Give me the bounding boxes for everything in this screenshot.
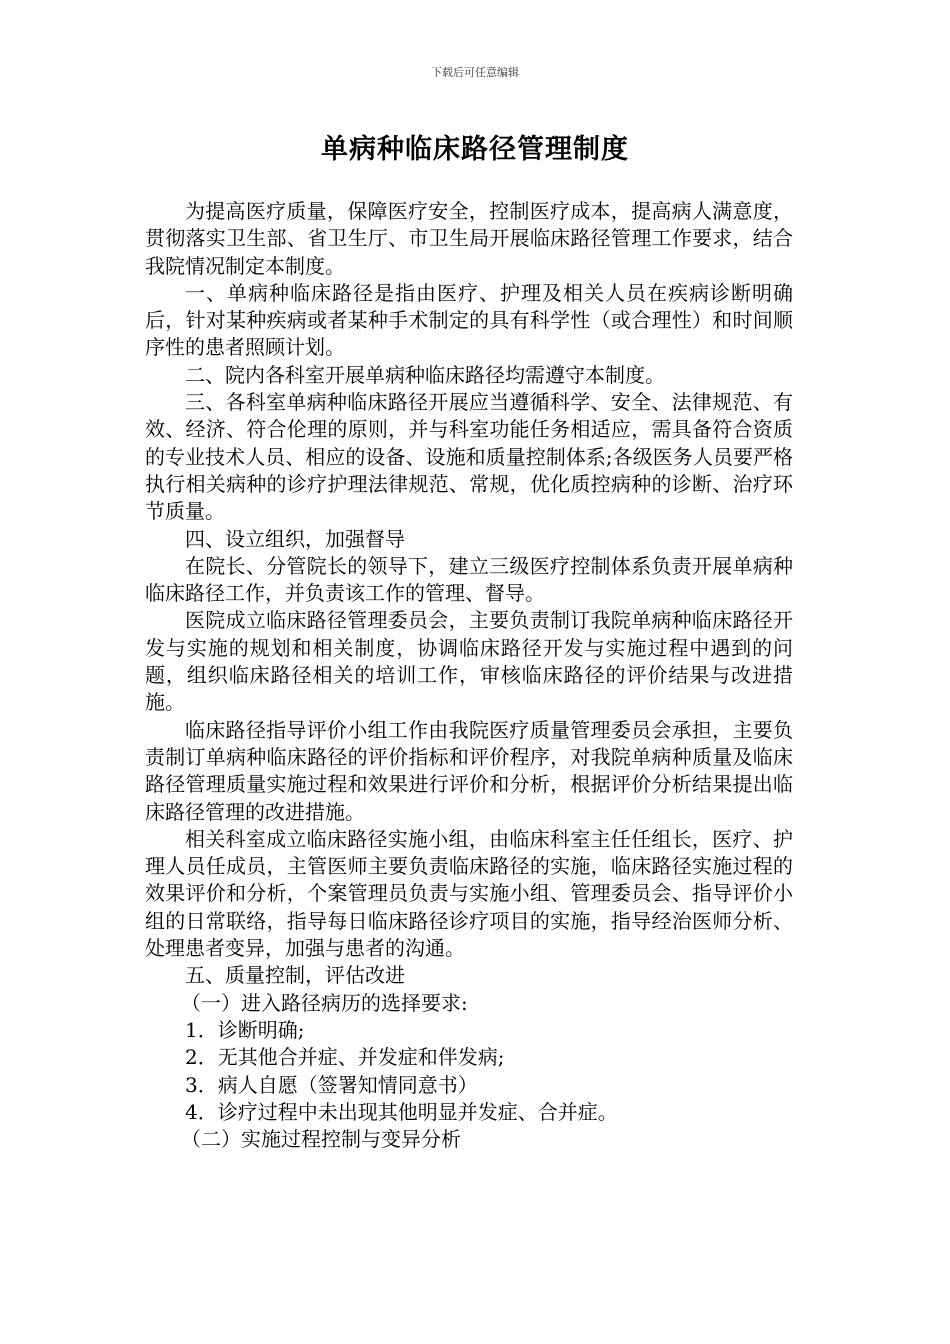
subsection-heading-2: （二）实施过程控制与变异分析 bbox=[181, 1127, 461, 1152]
subsection-heading-1: （一）进入路径病历的选择要求: bbox=[181, 990, 468, 1015]
paragraph-section-1: 一、单病种临床路径是指由医疗、护理及相关人员在疾病诊断明确后，针对某种疾病或者某种手术制定的具有科学性（或合理性）和时间顺序性的患者照顾计划。 bbox=[145, 280, 793, 360]
paragraph-leadership: 在院长、分管院长的领导下，建立三级医疗控制体系负责开展单病种临床路径工作，并负责该工作的管理、督导。 bbox=[145, 553, 793, 606]
paragraph-committee: 医院成立临床路径管理委员会，主要负责制订我院单病种临床路径开发与实施的规划和相关制度，协调临床路径开发与实施过程中遇到的问题，组织临床路径相关的培训工作，审核临床路径的评价结果与改进措施。 bbox=[145, 608, 793, 715]
paragraph-section-3: 三、各科室单病种临床路径开展应当遵循科学、安全、法律规范、有效、经济、符合伦理的原则，并与科室功能任务相适应，需具备符合资质的专业技术人员、相应的设备、设施和质量控制体系;各级医务人员要严格执行相关病种的诊疗护理法律规范、常规，优化质控病种的诊断、治疗环节质量。 bbox=[145, 390, 793, 524]
paragraph-intro: 为提高医疗质量，保障医疗安全，控制医疗成本，提高病人满意度，贯彻落实卫生部、省卫生厅、市卫生局开展临床路径管理工作要求，结合我院情况制定本制度。 bbox=[145, 199, 793, 278]
document-title: 单病种临床路径管理制度 bbox=[321, 134, 629, 165]
list-item: 2．无其他合并症、并发症和伴发病; bbox=[185, 1045, 505, 1070]
section-heading-4: 四、设立组织，加强督导 bbox=[185, 526, 405, 551]
list-item: 1．诊断明确; bbox=[185, 1017, 305, 1042]
paragraph-implementation-group: 相关科室成立临床路径实施小组，由临床科室主任任组长，医疗、护理人员任成员，主管医师主要负责临床路径的实施，临床路径实施过程的效果评价和分析，个案管理员负责与实施小组、管理委员会、指导评价小组的日常联络，指导每日临床路径诊疗项目的实施，指导经治医师分析、处理患者变异，加强与患者的沟通。 bbox=[145, 826, 793, 961]
section-heading-5: 五、质量控制，评估改进 bbox=[185, 963, 405, 988]
paragraph-evaluation-group: 临床路径指导评价小组工作由我院医疗质量管理委员会承担，主要负责制订单病种临床路径的评价指标和评价程序，对我院单病种质量及临床路径管理质量实施过程和效果进行评价和分析，根据评价分析结果提出临床路径管理的改进措施。 bbox=[145, 717, 793, 824]
paragraph-section-2: 二、院内各科室开展单病种临床路径均需遵守本制度。 bbox=[185, 362, 665, 387]
header-note: 下载后可任意编辑 bbox=[431, 66, 519, 79]
list-item: 4．诊疗过程中未出现其他明显并发症、合并症。 bbox=[185, 1099, 618, 1124]
document-body bbox=[145, 198, 793, 1153]
list-item: 3．病人自愿（签署知情同意书） bbox=[185, 1072, 478, 1097]
